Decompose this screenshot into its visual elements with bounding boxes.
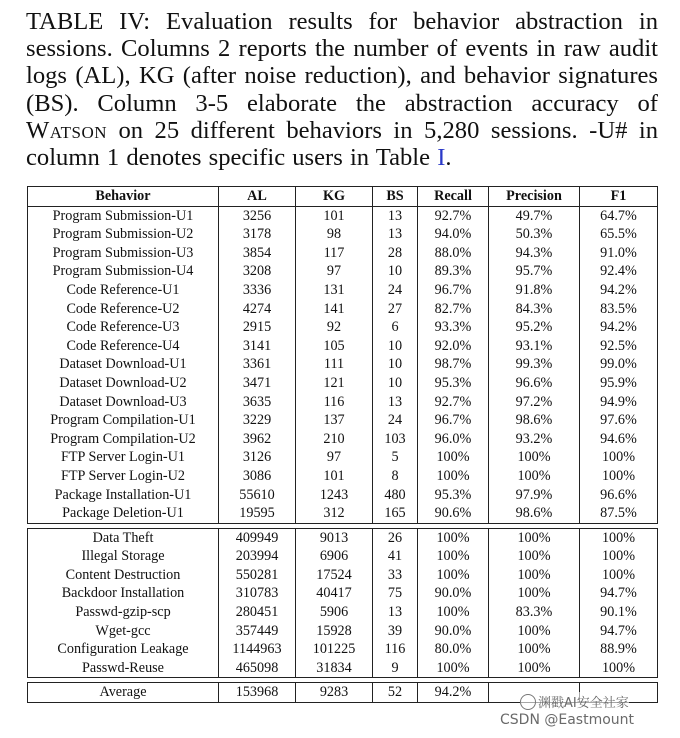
value-cell: 100%	[489, 622, 580, 641]
table-row	[28, 659, 658, 678]
value-cell: 3086	[219, 467, 296, 486]
behavior-cell: Program Submission-U1	[28, 206, 219, 225]
value-cell: 137	[296, 411, 373, 430]
value-cell: 13	[373, 603, 418, 622]
table-row	[28, 337, 658, 356]
value-cell: 24	[373, 281, 418, 300]
value-cell: 100%	[489, 659, 580, 678]
caption-text-1: TABLE IV: Evaluation results for behavior abstraction in sessions. Columns 2 reports the number of events in raw audit logs (AL), KG (after noise reduction), and behavior signatures (BS). Column 3-5 elaborate the abstraction accuracy of	[26, 8, 658, 117]
value-cell: 97.6%	[580, 411, 658, 430]
value-cell: 94.6%	[580, 430, 658, 449]
value-cell: 4274	[219, 300, 296, 319]
behavior-cell: Program Compilation-U2	[28, 430, 219, 449]
header-al: AL	[219, 187, 296, 207]
value-cell: 153968	[219, 683, 296, 703]
behavior-cell: Content Destruction	[28, 566, 219, 585]
value-cell: 100%	[489, 448, 580, 467]
value-cell: 94.9%	[580, 393, 658, 412]
table-row	[28, 448, 658, 467]
behavior-cell: Dataset Download-U3	[28, 393, 219, 412]
value-cell: 95.2%	[489, 318, 580, 337]
value-cell: 3361	[219, 355, 296, 374]
value-cell: 3336	[219, 281, 296, 300]
value-cell: 52	[373, 683, 418, 703]
value-cell: 131	[296, 281, 373, 300]
value-cell: 9283	[296, 683, 373, 703]
value-cell: 99.0%	[580, 355, 658, 374]
value-cell: 1144963	[219, 640, 296, 659]
value-cell: 41	[373, 547, 418, 566]
value-cell: 203994	[219, 547, 296, 566]
value-cell: 94.2%	[418, 683, 489, 703]
value-cell: 100%	[489, 547, 580, 566]
value-cell: 82.7%	[418, 300, 489, 319]
value-cell: 94.2%	[580, 318, 658, 337]
table-header-row	[28, 187, 658, 207]
value-cell: 310783	[219, 584, 296, 603]
value-cell: 87.5%	[580, 504, 658, 523]
value-cell: 8	[373, 467, 418, 486]
behavior-cell: Data Theft	[28, 528, 219, 547]
value-cell: 6906	[296, 547, 373, 566]
value-cell: 97	[296, 262, 373, 281]
table-caption	[26, 8, 658, 171]
value-cell: 100%	[418, 659, 489, 678]
wechat-icon	[520, 694, 536, 710]
behavior-cell: Average	[28, 683, 219, 703]
value-cell: 96.7%	[418, 411, 489, 430]
value-cell: 96.7%	[418, 281, 489, 300]
table-row	[28, 244, 658, 263]
value-cell: 94.2%	[580, 281, 658, 300]
value-cell: 92.0%	[418, 337, 489, 356]
value-cell: 141	[296, 300, 373, 319]
value-cell: 94.0%	[418, 225, 489, 244]
value-cell: 100%	[489, 584, 580, 603]
value-cell: 100%	[418, 528, 489, 547]
behavior-cell: Passwd-Reuse	[28, 659, 219, 678]
value-cell: 75	[373, 584, 418, 603]
value-cell: 100%	[418, 603, 489, 622]
value-cell: 92.4%	[580, 262, 658, 281]
behavior-cell: Code Reference-U1	[28, 281, 219, 300]
value-cell: 96.6%	[580, 486, 658, 505]
value-cell: 2915	[219, 318, 296, 337]
value-cell: 100%	[489, 467, 580, 486]
header-behavior: Behavior	[28, 187, 219, 207]
behavior-cell: Program Submission-U4	[28, 262, 219, 281]
watermark-account: 渊戳AI安全社家	[520, 692, 629, 711]
value-cell: 98.6%	[489, 411, 580, 430]
table-group-user-behaviors	[28, 206, 658, 523]
value-cell: 100%	[580, 528, 658, 547]
table-group-attack-behaviors	[28, 528, 658, 678]
watermark-source: CSDN @Eastmount	[500, 712, 635, 728]
value-cell: 100%	[418, 448, 489, 467]
value-cell: 121	[296, 374, 373, 393]
table-row	[28, 603, 658, 622]
value-cell: 93.1%	[489, 337, 580, 356]
table-row	[28, 393, 658, 412]
value-cell: 84.3%	[489, 300, 580, 319]
value-cell: 27	[373, 300, 418, 319]
table-row	[28, 486, 658, 505]
value-cell: 101	[296, 467, 373, 486]
value-cell: 105	[296, 337, 373, 356]
value-cell: 3256	[219, 206, 296, 225]
table-row	[28, 374, 658, 393]
value-cell: 39	[373, 622, 418, 641]
value-cell: 10	[373, 374, 418, 393]
value-cell: 465098	[219, 659, 296, 678]
table-row	[28, 528, 658, 547]
value-cell: 90.0%	[418, 622, 489, 641]
value-cell: 88.9%	[580, 640, 658, 659]
value-cell: 111	[296, 355, 373, 374]
table-row	[28, 584, 658, 603]
table-row	[28, 355, 658, 374]
value-cell: 95.7%	[489, 262, 580, 281]
value-cell: 97.2%	[489, 393, 580, 412]
behavior-cell: Configuration Leakage	[28, 640, 219, 659]
value-cell: 92	[296, 318, 373, 337]
header-bs: BS	[373, 187, 418, 207]
value-cell: 3854	[219, 244, 296, 263]
value-cell: 100%	[580, 547, 658, 566]
value-cell: 357449	[219, 622, 296, 641]
behavior-cell: Code Reference-U3	[28, 318, 219, 337]
value-cell: 28	[373, 244, 418, 263]
value-cell: 92.7%	[418, 206, 489, 225]
header-kg: KG	[296, 187, 373, 207]
value-cell: 96.0%	[418, 430, 489, 449]
value-cell: 95.9%	[580, 374, 658, 393]
table-row	[28, 504, 658, 523]
results-table	[27, 186, 658, 703]
table-row	[28, 300, 658, 319]
value-cell: 17524	[296, 566, 373, 585]
value-cell: 95.3%	[418, 374, 489, 393]
value-cell: 80.0%	[418, 640, 489, 659]
table-row	[28, 566, 658, 585]
table-row	[28, 622, 658, 641]
value-cell: 550281	[219, 566, 296, 585]
value-cell: 100%	[489, 566, 580, 585]
value-cell: 40417	[296, 584, 373, 603]
value-cell: 103	[373, 430, 418, 449]
value-cell: 55610	[219, 486, 296, 505]
behavior-cell: Package Installation-U1	[28, 486, 219, 505]
value-cell: 100%	[489, 528, 580, 547]
value-cell: 90.1%	[580, 603, 658, 622]
header-recall: Recall	[418, 187, 489, 207]
value-cell: 9	[373, 659, 418, 678]
value-cell: 312	[296, 504, 373, 523]
caption-text-3: .	[445, 144, 452, 172]
table-row	[28, 411, 658, 430]
value-cell: 100%	[418, 566, 489, 585]
value-cell: 117	[296, 244, 373, 263]
value-cell: 50.3%	[489, 225, 580, 244]
value-cell: 5906	[296, 603, 373, 622]
table-row	[28, 430, 658, 449]
value-cell: 64.7%	[580, 206, 658, 225]
value-cell: 165	[373, 504, 418, 523]
value-cell: 98	[296, 225, 373, 244]
value-cell: 1243	[296, 486, 373, 505]
value-cell: 3635	[219, 393, 296, 412]
value-cell: 90.6%	[418, 504, 489, 523]
value-cell: 480	[373, 486, 418, 505]
value-cell: 100%	[580, 448, 658, 467]
behavior-cell: Backdoor Installation	[28, 584, 219, 603]
behavior-cell: Code Reference-U4	[28, 337, 219, 356]
value-cell: 101	[296, 206, 373, 225]
value-cell: 116	[373, 640, 418, 659]
caption-system-name: Watson	[26, 116, 107, 144]
value-cell: 83.3%	[489, 603, 580, 622]
value-cell: 10	[373, 337, 418, 356]
value-cell: 3962	[219, 430, 296, 449]
behavior-cell: Package Deletion-U1	[28, 504, 219, 523]
value-cell: 15928	[296, 622, 373, 641]
value-cell: 92.7%	[418, 393, 489, 412]
value-cell: 90.0%	[418, 584, 489, 603]
table-row	[28, 547, 658, 566]
value-cell: 3229	[219, 411, 296, 430]
value-cell: 116	[296, 393, 373, 412]
value-cell: 100%	[418, 467, 489, 486]
value-cell: 100%	[580, 659, 658, 678]
behavior-cell: Passwd-gzip-scp	[28, 603, 219, 622]
value-cell: 10	[373, 262, 418, 281]
value-cell: 19595	[219, 504, 296, 523]
value-cell: 49.7%	[489, 206, 580, 225]
value-cell: 88.0%	[418, 244, 489, 263]
value-cell: 94.3%	[489, 244, 580, 263]
value-cell: 100%	[489, 640, 580, 659]
value-cell: 91.0%	[580, 244, 658, 263]
value-cell: 93.3%	[418, 318, 489, 337]
behavior-cell: Program Compilation-U1	[28, 411, 219, 430]
behavior-cell: Wget-gcc	[28, 622, 219, 641]
value-cell: 83.5%	[580, 300, 658, 319]
table-row	[28, 281, 658, 300]
header-precision: Precision	[489, 187, 580, 207]
value-cell: 3141	[219, 337, 296, 356]
value-cell: 3178	[219, 225, 296, 244]
value-cell: 10	[373, 355, 418, 374]
value-cell: 98.6%	[489, 504, 580, 523]
value-cell: 100%	[418, 547, 489, 566]
value-cell: 6	[373, 318, 418, 337]
behavior-cell: Dataset Download-U2	[28, 374, 219, 393]
table-row	[28, 262, 658, 281]
value-cell: 65.5%	[580, 225, 658, 244]
value-cell: 100%	[580, 566, 658, 585]
table-row	[28, 467, 658, 486]
behavior-cell: FTP Server Login-U1	[28, 448, 219, 467]
table-row	[28, 640, 658, 659]
value-cell: 9013	[296, 528, 373, 547]
value-cell: 210	[296, 430, 373, 449]
value-cell: 95.3%	[418, 486, 489, 505]
behavior-cell: Code Reference-U2	[28, 300, 219, 319]
caption-text-2: on 25 different behaviors in 5,280 sessions. -U# in column 1 denotes specific users in Table	[26, 116, 658, 172]
value-cell: 24	[373, 411, 418, 430]
value-cell: 13	[373, 225, 418, 244]
behavior-cell: Dataset Download-U1	[28, 355, 219, 374]
value-cell: 13	[373, 393, 418, 412]
table-row	[28, 318, 658, 337]
table-row	[28, 225, 658, 244]
value-cell: 91.8%	[489, 281, 580, 300]
caption-table-link[interactable]: I	[437, 144, 446, 172]
value-cell: 100%	[580, 467, 658, 486]
value-cell: 89.3%	[418, 262, 489, 281]
value-cell: 97.9%	[489, 486, 580, 505]
value-cell: 92.5%	[580, 337, 658, 356]
value-cell: 409949	[219, 528, 296, 547]
value-cell: 280451	[219, 603, 296, 622]
table-row	[28, 206, 658, 225]
value-cell: 31834	[296, 659, 373, 678]
value-cell: 93.2%	[489, 430, 580, 449]
value-cell: 3208	[219, 262, 296, 281]
value-cell: 3471	[219, 374, 296, 393]
behavior-cell: FTP Server Login-U2	[28, 467, 219, 486]
value-cell: 99.3%	[489, 355, 580, 374]
behavior-cell: Program Submission-U3	[28, 244, 219, 263]
value-cell: 94.7%	[580, 622, 658, 641]
value-cell: 97	[296, 448, 373, 467]
header-f1: F1	[580, 187, 658, 207]
value-cell: 94.7%	[580, 584, 658, 603]
value-cell: 101225	[296, 640, 373, 659]
value-cell: 96.6%	[489, 374, 580, 393]
value-cell: 13	[373, 206, 418, 225]
value-cell: 33	[373, 566, 418, 585]
value-cell: 3126	[219, 448, 296, 467]
behavior-cell: Program Submission-U2	[28, 225, 219, 244]
behavior-cell: Illegal Storage	[28, 547, 219, 566]
value-cell: 5	[373, 448, 418, 467]
value-cell: 26	[373, 528, 418, 547]
value-cell: 98.7%	[418, 355, 489, 374]
